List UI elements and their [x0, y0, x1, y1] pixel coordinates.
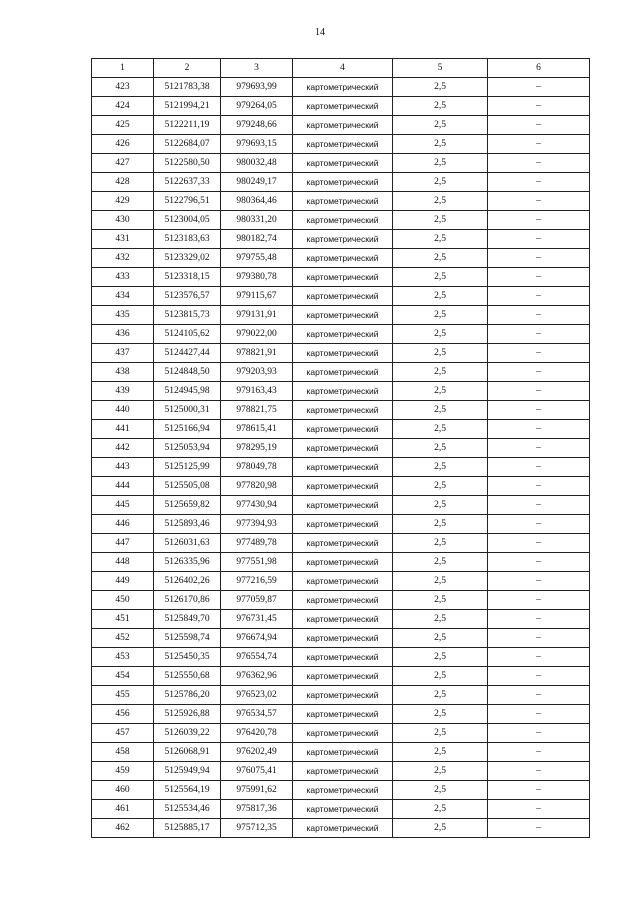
- table-row: [92, 97, 590, 116]
- cell-accuracy: 2,5: [393, 401, 488, 420]
- cell-x-coordinate: 5126402,26: [154, 572, 221, 591]
- cell-method: картометрический: [293, 211, 393, 230]
- cell-method: картометрический: [293, 743, 393, 762]
- cell-method: картометрический: [293, 420, 393, 439]
- cell-accuracy: 2,5: [393, 154, 488, 173]
- table-row: [92, 819, 590, 838]
- cell-description: –: [488, 439, 590, 458]
- cell-description: –: [488, 173, 590, 192]
- cell-point-number: 448: [92, 553, 154, 572]
- cell-description: –: [488, 515, 590, 534]
- cell-y-coordinate: 979248,66: [221, 116, 293, 135]
- cell-x-coordinate: 5124945,98: [154, 382, 221, 401]
- header-cell-y: 3: [221, 59, 293, 78]
- cell-x-coordinate: 5126068,91: [154, 743, 221, 762]
- table-row: [92, 477, 590, 496]
- cell-x-coordinate: 5122580,50: [154, 154, 221, 173]
- cell-accuracy: 2,5: [393, 553, 488, 572]
- cell-point-number: 445: [92, 496, 154, 515]
- cell-y-coordinate: 980182,74: [221, 230, 293, 249]
- table-row: [92, 572, 590, 591]
- cell-description: –: [488, 116, 590, 135]
- cell-y-coordinate: 978821,91: [221, 344, 293, 363]
- cell-method: картометрический: [293, 135, 393, 154]
- header-cell-accuracy: 5: [393, 59, 488, 78]
- cell-point-number: 437: [92, 344, 154, 363]
- cell-y-coordinate: 976731,45: [221, 610, 293, 629]
- cell-x-coordinate: 5126170,86: [154, 591, 221, 610]
- cell-y-coordinate: 976554,74: [221, 648, 293, 667]
- cell-method: картометрический: [293, 116, 393, 135]
- cell-accuracy: 2,5: [393, 591, 488, 610]
- cell-y-coordinate: 977059,87: [221, 591, 293, 610]
- cell-y-coordinate: 976202,49: [221, 743, 293, 762]
- cell-accuracy: 2,5: [393, 382, 488, 401]
- cell-y-coordinate: 979203,93: [221, 363, 293, 382]
- cell-x-coordinate: 5123183,63: [154, 230, 221, 249]
- cell-description: –: [488, 97, 590, 116]
- table-row: [92, 173, 590, 192]
- cell-point-number: 455: [92, 686, 154, 705]
- cell-method: картометрический: [293, 515, 393, 534]
- cell-point-number: 447: [92, 534, 154, 553]
- cell-y-coordinate: 979131,91: [221, 306, 293, 325]
- cell-accuracy: 2,5: [393, 306, 488, 325]
- table-row: [92, 496, 590, 515]
- table-row: [92, 800, 590, 819]
- cell-point-number: 450: [92, 591, 154, 610]
- page-number: 14: [315, 27, 325, 38]
- cell-description: –: [488, 230, 590, 249]
- cell-point-number: 424: [92, 97, 154, 116]
- cell-y-coordinate: 980032,48: [221, 154, 293, 173]
- cell-x-coordinate: 5122211,19: [154, 116, 221, 135]
- cell-description: –: [488, 344, 590, 363]
- cell-method: картометрический: [293, 78, 393, 97]
- cell-point-number: 433: [92, 268, 154, 287]
- cell-point-number: 456: [92, 705, 154, 724]
- cell-description: –: [488, 135, 590, 154]
- cell-y-coordinate: 979163,43: [221, 382, 293, 401]
- cell-method: картометрический: [293, 306, 393, 325]
- table-row: [92, 553, 590, 572]
- cell-point-number: 436: [92, 325, 154, 344]
- cell-description: –: [488, 325, 590, 344]
- cell-point-number: 461: [92, 800, 154, 819]
- table-row: [92, 192, 590, 211]
- table-row: [92, 287, 590, 306]
- cell-y-coordinate: 978295,19: [221, 439, 293, 458]
- cell-accuracy: 2,5: [393, 629, 488, 648]
- cell-y-coordinate: 977489,78: [221, 534, 293, 553]
- cell-accuracy: 2,5: [393, 363, 488, 382]
- cell-accuracy: 2,5: [393, 230, 488, 249]
- cell-method: картометрический: [293, 553, 393, 572]
- cell-description: –: [488, 154, 590, 173]
- cell-x-coordinate: 5125564,19: [154, 781, 221, 800]
- cell-point-number: 425: [92, 116, 154, 135]
- cell-point-number: 458: [92, 743, 154, 762]
- cell-description: –: [488, 591, 590, 610]
- cell-accuracy: 2,5: [393, 819, 488, 838]
- cell-accuracy: 2,5: [393, 268, 488, 287]
- cell-point-number: 423: [92, 78, 154, 97]
- cell-accuracy: 2,5: [393, 420, 488, 439]
- cell-method: картометрический: [293, 610, 393, 629]
- cell-method: картометрический: [293, 192, 393, 211]
- table-row: [92, 762, 590, 781]
- cell-point-number: 428: [92, 173, 154, 192]
- cell-accuracy: 2,5: [393, 743, 488, 762]
- cell-method: картометрический: [293, 705, 393, 724]
- cell-method: картометрический: [293, 363, 393, 382]
- table-row: [92, 401, 590, 420]
- cell-y-coordinate: 980249,17: [221, 173, 293, 192]
- cell-method: картометрический: [293, 648, 393, 667]
- cell-description: –: [488, 819, 590, 838]
- table-row: [92, 534, 590, 553]
- table-row: [92, 705, 590, 724]
- cell-method: картометрический: [293, 686, 393, 705]
- cell-accuracy: 2,5: [393, 97, 488, 116]
- table-row: [92, 230, 590, 249]
- header-cell-description: 6: [488, 59, 590, 78]
- cell-point-number: 460: [92, 781, 154, 800]
- cell-y-coordinate: 979022,00: [221, 325, 293, 344]
- cell-point-number: 451: [92, 610, 154, 629]
- table-row: [92, 724, 590, 743]
- cell-x-coordinate: 5125786,20: [154, 686, 221, 705]
- cell-description: –: [488, 401, 590, 420]
- cell-x-coordinate: 5125893,46: [154, 515, 221, 534]
- cell-description: –: [488, 724, 590, 743]
- cell-x-coordinate: 5122637,33: [154, 173, 221, 192]
- cell-description: –: [488, 762, 590, 781]
- cell-accuracy: 2,5: [393, 686, 488, 705]
- cell-point-number: 442: [92, 439, 154, 458]
- cell-accuracy: 2,5: [393, 211, 488, 230]
- cell-y-coordinate: 976420,78: [221, 724, 293, 743]
- cell-method: картометрический: [293, 230, 393, 249]
- cell-method: картометрический: [293, 477, 393, 496]
- cell-accuracy: 2,5: [393, 515, 488, 534]
- cell-y-coordinate: 979693,15: [221, 135, 293, 154]
- cell-accuracy: 2,5: [393, 192, 488, 211]
- cell-description: –: [488, 496, 590, 515]
- cell-point-number: 439: [92, 382, 154, 401]
- cell-description: –: [488, 686, 590, 705]
- cell-y-coordinate: 977820,98: [221, 477, 293, 496]
- cell-description: –: [488, 705, 590, 724]
- cell-y-coordinate: 975817,36: [221, 800, 293, 819]
- cell-method: картометрический: [293, 724, 393, 743]
- cell-y-coordinate: 980331,20: [221, 211, 293, 230]
- cell-method: картометрический: [293, 401, 393, 420]
- cell-x-coordinate: 5124105,62: [154, 325, 221, 344]
- cell-y-coordinate: 977551,98: [221, 553, 293, 572]
- table-row: [92, 325, 590, 344]
- table-row: [92, 306, 590, 325]
- cell-accuracy: 2,5: [393, 287, 488, 306]
- cell-point-number: 452: [92, 629, 154, 648]
- cell-method: картометрический: [293, 344, 393, 363]
- cell-x-coordinate: 5125450,35: [154, 648, 221, 667]
- cell-method: картометрический: [293, 458, 393, 477]
- cell-accuracy: 2,5: [393, 534, 488, 553]
- table-row: [92, 135, 590, 154]
- cell-method: картометрический: [293, 382, 393, 401]
- cell-method: картометрический: [293, 496, 393, 515]
- cell-method: картометрический: [293, 781, 393, 800]
- table-row: [92, 268, 590, 287]
- header-cell-x: 2: [154, 59, 221, 78]
- cell-y-coordinate: 980364,46: [221, 192, 293, 211]
- cell-y-coordinate: 979380,78: [221, 268, 293, 287]
- cell-description: –: [488, 249, 590, 268]
- cell-x-coordinate: 5123318,15: [154, 268, 221, 287]
- table-row: [92, 249, 590, 268]
- table-row: [92, 458, 590, 477]
- cell-accuracy: 2,5: [393, 781, 488, 800]
- cell-x-coordinate: 5125534,46: [154, 800, 221, 819]
- cell-accuracy: 2,5: [393, 116, 488, 135]
- cell-description: –: [488, 78, 590, 97]
- cell-description: –: [488, 268, 590, 287]
- table-row: [92, 610, 590, 629]
- cell-x-coordinate: 5126335,96: [154, 553, 221, 572]
- table-row: [92, 344, 590, 363]
- cell-y-coordinate: 978821,75: [221, 401, 293, 420]
- cell-point-number: 435: [92, 306, 154, 325]
- cell-description: –: [488, 800, 590, 819]
- table-row: [92, 363, 590, 382]
- cell-x-coordinate: 5124848,50: [154, 363, 221, 382]
- cell-description: –: [488, 610, 590, 629]
- cell-x-coordinate: 5125166,94: [154, 420, 221, 439]
- cell-description: –: [488, 363, 590, 382]
- cell-x-coordinate: 5125659,82: [154, 496, 221, 515]
- cell-description: –: [488, 382, 590, 401]
- cell-x-coordinate: 5121994,21: [154, 97, 221, 116]
- cell-method: картометрический: [293, 534, 393, 553]
- cell-y-coordinate: 975991,62: [221, 781, 293, 800]
- cell-method: картометрический: [293, 591, 393, 610]
- cell-y-coordinate: 977216,59: [221, 572, 293, 591]
- cell-y-coordinate: 977394,93: [221, 515, 293, 534]
- cell-point-number: 431: [92, 230, 154, 249]
- cell-method: картометрический: [293, 154, 393, 173]
- cell-accuracy: 2,5: [393, 439, 488, 458]
- cell-x-coordinate: 5125550,68: [154, 667, 221, 686]
- cell-method: картометрический: [293, 325, 393, 344]
- cell-description: –: [488, 306, 590, 325]
- cell-y-coordinate: 977430,94: [221, 496, 293, 515]
- table-row: [92, 686, 590, 705]
- cell-x-coordinate: 5125598,74: [154, 629, 221, 648]
- cell-description: –: [488, 192, 590, 211]
- cell-x-coordinate: 5125849,70: [154, 610, 221, 629]
- cell-description: –: [488, 629, 590, 648]
- cell-accuracy: 2,5: [393, 667, 488, 686]
- cell-accuracy: 2,5: [393, 78, 488, 97]
- cell-accuracy: 2,5: [393, 344, 488, 363]
- cell-method: картометрический: [293, 667, 393, 686]
- cell-point-number: 427: [92, 154, 154, 173]
- cell-point-number: 426: [92, 135, 154, 154]
- cell-point-number: 438: [92, 363, 154, 382]
- table-row: [92, 382, 590, 401]
- cell-accuracy: 2,5: [393, 249, 488, 268]
- cell-x-coordinate: 5125053,94: [154, 439, 221, 458]
- cell-method: картометрический: [293, 173, 393, 192]
- cell-point-number: 459: [92, 762, 154, 781]
- table-row: [92, 211, 590, 230]
- cell-point-number: 453: [92, 648, 154, 667]
- table-row: [92, 420, 590, 439]
- table-row: [92, 648, 590, 667]
- cell-y-coordinate: 978615,41: [221, 420, 293, 439]
- cell-description: –: [488, 287, 590, 306]
- cell-x-coordinate: 5125949,94: [154, 762, 221, 781]
- cell-y-coordinate: 975712,35: [221, 819, 293, 838]
- cell-point-number: 457: [92, 724, 154, 743]
- cell-accuracy: 2,5: [393, 458, 488, 477]
- cell-method: картометрический: [293, 629, 393, 648]
- cell-point-number: 444: [92, 477, 154, 496]
- cell-method: картометрический: [293, 268, 393, 287]
- cell-x-coordinate: 5125505,08: [154, 477, 221, 496]
- cell-point-number: 434: [92, 287, 154, 306]
- cell-description: –: [488, 667, 590, 686]
- cell-accuracy: 2,5: [393, 496, 488, 515]
- table-row: [92, 116, 590, 135]
- cell-x-coordinate: 5123576,57: [154, 287, 221, 306]
- table-row: [92, 667, 590, 686]
- cell-point-number: 446: [92, 515, 154, 534]
- cell-accuracy: 2,5: [393, 648, 488, 667]
- cell-accuracy: 2,5: [393, 135, 488, 154]
- cell-accuracy: 2,5: [393, 477, 488, 496]
- cell-y-coordinate: 979755,48: [221, 249, 293, 268]
- cell-method: картометрический: [293, 572, 393, 591]
- cell-point-number: 430: [92, 211, 154, 230]
- cell-x-coordinate: 5126031,63: [154, 534, 221, 553]
- cell-x-coordinate: 5125000,31: [154, 401, 221, 420]
- cell-accuracy: 2,5: [393, 705, 488, 724]
- table-row: [92, 78, 590, 97]
- cell-x-coordinate: 5123329,02: [154, 249, 221, 268]
- cell-y-coordinate: 979115,67: [221, 287, 293, 306]
- cell-description: –: [488, 420, 590, 439]
- table-row: [92, 591, 590, 610]
- cell-accuracy: 2,5: [393, 800, 488, 819]
- cell-accuracy: 2,5: [393, 173, 488, 192]
- cell-accuracy: 2,5: [393, 610, 488, 629]
- cell-description: –: [488, 781, 590, 800]
- cell-accuracy: 2,5: [393, 572, 488, 591]
- coordinates-table: [91, 58, 590, 838]
- cell-y-coordinate: 976674,94: [221, 629, 293, 648]
- header-cell-point-number: 1: [92, 59, 154, 78]
- cell-description: –: [488, 743, 590, 762]
- cell-point-number: 454: [92, 667, 154, 686]
- cell-x-coordinate: 5123815,73: [154, 306, 221, 325]
- cell-y-coordinate: 976534,57: [221, 705, 293, 724]
- table-row: [92, 781, 590, 800]
- cell-method: картометрический: [293, 287, 393, 306]
- cell-accuracy: 2,5: [393, 724, 488, 743]
- cell-description: –: [488, 458, 590, 477]
- cell-point-number: 440: [92, 401, 154, 420]
- cell-x-coordinate: 5125926,88: [154, 705, 221, 724]
- cell-accuracy: 2,5: [393, 325, 488, 344]
- cell-description: –: [488, 211, 590, 230]
- header-cell-method: 4: [293, 59, 393, 78]
- cell-y-coordinate: 979264,05: [221, 97, 293, 116]
- cell-description: –: [488, 534, 590, 553]
- cell-y-coordinate: 976075,41: [221, 762, 293, 781]
- cell-method: картометрический: [293, 249, 393, 268]
- cell-y-coordinate: 978049,78: [221, 458, 293, 477]
- table-row: [92, 743, 590, 762]
- cell-method: картометрический: [293, 800, 393, 819]
- header-row: [92, 59, 590, 78]
- cell-x-coordinate: 5122684,07: [154, 135, 221, 154]
- cell-point-number: 432: [92, 249, 154, 268]
- table-row: [92, 154, 590, 173]
- cell-description: –: [488, 477, 590, 496]
- table-row: [92, 629, 590, 648]
- cell-x-coordinate: 5122796,51: [154, 192, 221, 211]
- cell-point-number: 449: [92, 572, 154, 591]
- table-row: [92, 515, 590, 534]
- cell-method: картометрический: [293, 439, 393, 458]
- table-row: [92, 439, 590, 458]
- cell-description: –: [488, 572, 590, 591]
- cell-point-number: 462: [92, 819, 154, 838]
- cell-description: –: [488, 553, 590, 572]
- cell-y-coordinate: 979693,99: [221, 78, 293, 97]
- cell-point-number: 429: [92, 192, 154, 211]
- cell-y-coordinate: 976523,02: [221, 686, 293, 705]
- cell-point-number: 443: [92, 458, 154, 477]
- cell-method: картометрический: [293, 97, 393, 116]
- cell-x-coordinate: 5126039,22: [154, 724, 221, 743]
- cell-x-coordinate: 5123004,05: [154, 211, 221, 230]
- table-body: [92, 78, 590, 838]
- cell-x-coordinate: 5125125,99: [154, 458, 221, 477]
- cell-description: –: [488, 648, 590, 667]
- cell-accuracy: 2,5: [393, 762, 488, 781]
- cell-x-coordinate: 5121783,38: [154, 78, 221, 97]
- cell-x-coordinate: 5125885,17: [154, 819, 221, 838]
- table-header: [92, 59, 590, 78]
- cell-method: картометрический: [293, 819, 393, 838]
- cell-point-number: 441: [92, 420, 154, 439]
- cell-x-coordinate: 5124427,44: [154, 344, 221, 363]
- cell-y-coordinate: 976362,96: [221, 667, 293, 686]
- cell-method: картометрический: [293, 762, 393, 781]
